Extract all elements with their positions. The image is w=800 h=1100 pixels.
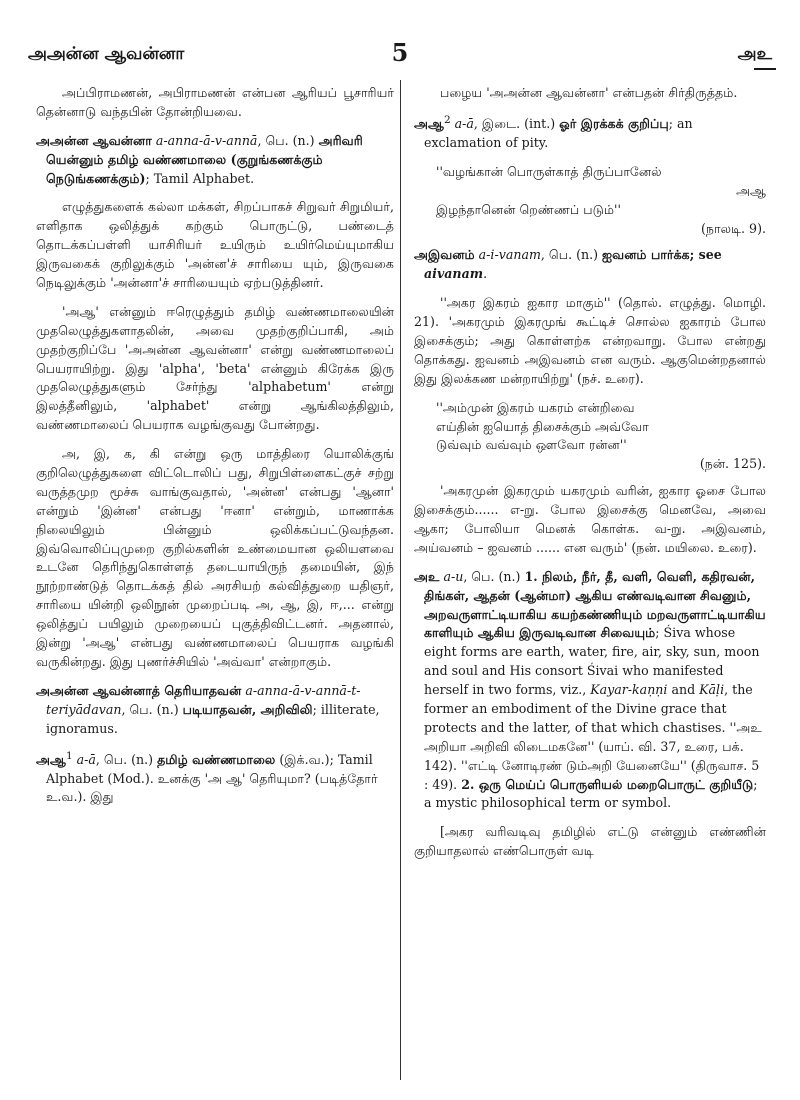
tamil-gloss: அரிவரி யென்னும் தமிழ் வண்ணமாலை (குறுங்கணக்கும் நெடுங்கணக்கும்) [46,132,363,186]
gloss-rest: (இக்.வ.); Tamil Alphabet (Mod.). உனக்கு 'அ ஆ' தெரியுமா? (படித்தோர் உ.வ.). இது [46,751,378,805]
transliteration: a-u [443,568,464,584]
running-head-left: அஅன்ன ஆவன்னா [28,44,185,64]
sense-2-tamil: 2. ஒரு மெய்ப் பொருளியல் மறைபொருட் குறியீடு [461,776,754,792]
verse-line: இழந்தானென் றெண்ணப் படும்'' [436,201,621,217]
page-header [28,36,772,70]
verse-line: டுவ்வும் வவ்வும் ஔவோ ரன்ன'' [436,437,627,453]
entry-a-u [414,568,766,814]
cross-reference-link[interactable]: aivanam [424,266,484,282]
part-of-speech: , பெ. (n.) [463,568,525,584]
tamil-gloss: ஐவனம் பார்க்க [602,247,690,263]
transliteration: a-anna-ā-v-annā-t-teriyādavan [46,682,361,717]
header-rule-mark [754,68,776,70]
part-of-speech: , பெ. (n.) [540,247,603,263]
english-gloss-continued: , the former an embodiment of the Divine grace that protects and the latter, of that which chastises. ''அஉ அறியா அறிவி லிடைமகனே'' (யாப். வி. 37, உரை, பக். 142). ''எட்டி னோடிரண் டும்அறி யேனையே'' (திருவாச. 5 : 49). [424,682,762,792]
see-label: ; see [689,247,722,263]
tamil-gloss: 1. நிலம், நீர், தீ, வளி, வெளி, கதிரவன், திங்கள், ஆதன் (ஆன்மா) ஆகிய எண்வடிவான சிவனும், அறவருளாட்டியாகிய கயற்கண்ணியும் மறவருளாட்டியாகிய காளியும் ஆகிய இருவடிவான சிவையும் [424,568,766,641]
part-of-speech: , இடை. (int.) [473,116,560,132]
transliteration: a-i-vanam [478,247,541,263]
entry-a-ivanam [414,246,766,284]
english-gloss: ; Tamil Alphabet. [145,170,255,186]
headword: அஉ [414,568,440,584]
continued-paragraph: பழைய 'அஅன்ன ஆவன்னா' என்பதன் சிர்திருத்தம். [440,85,738,100]
part-of-speech: , பெ. (n.) [257,132,319,148]
english-gloss: ; an exclamation of pity. [424,116,693,150]
column-divider [400,80,401,1080]
verse-line: ''அம்முன் இகரம் யகரம் என்றிவை [436,399,635,415]
verse-quote [436,163,766,239]
running-head-right: அஉ [737,44,772,64]
part-of-speech: , பெ. (n.) [121,701,183,717]
explanation-paragraph: அ, இ, க, கி என்று ஒரு மாத்திரை யொலிக்குங் குறிலெழுத்துகளை விட்டொலிப் பது, சிறுபிள்ளைகட்குச் சற்று வருத்தமுற மூச்சு வாங்குவதால், 'அன்ன' என்பது 'ஆனா' என்றும் 'இன்ன' என்பது 'ஈனா' என்றும், மாணாக்க நிலையிலும் பின்னும் ஒலிக்கப்பட்டுவந்தன. இவ்வொலிப்புமுறை குறில்களின் உண்மையான ஒலியளவை உடனே தெரிந்துகொள்ளத் தடையாயிருந் தமையின், இந் நூற்றாண்டுத் தொடக்கத் தில் அரசியற் கல்வித்துறை யதிஞர், சாரியை யின்றி ஒலிநூன் முறைப்படி அ, ஆ, இ, ஈ,... என்று ஒலித்துப் பயிலும் முறையைப் புகுத்திவிட்டனர். அதனால், இன்று 'அஆ' என்பது வண்ணமாலைப் பெயராக வழங்கி வருகின்றது. இது புணர்ச்சியில் 'அவ்வா' என்றாகும். [36,446,394,669]
verse-source: (நன். 125). [699,456,766,472]
homonym-number: 1 [65,749,73,762]
continued-paragraph: அப்பிராமணன், அபிராமணன் என்பன ஆரியப் பூசாரியர் தென்னாடு வந்தபின் தோன்றியவை. [36,85,394,119]
entry-a-anna-theriyathavan [36,682,394,739]
verse-line: ''வழங்கான் பொருள்காத் திருப்பானேல் [436,163,662,179]
tamil-gloss: தமிழ் வண்ணமாலை [157,751,276,767]
verse-source: (நாலடி. 9). [701,220,766,236]
headword: அஅன்ன ஆவன்னாத் தெரியாதவன் [36,682,242,698]
explanation-paragraph: 'அஆ' என்னும் ஈரெழுத்தும் தமிழ் வண்ணமாலையின் முதலெழுத்துகளாதலின், அவை முதற்குறிப்பாகி, அம் முதற்குறிப்பே 'அஅன்ன ஆவன்னா' என்று வண்ணமாலைப் பெயராயிற்று. இது 'alpha', 'beta' என்னும் கிரேக்க இரு முதலெழுத்துகளும் சேர்ந்து 'alphabetum' என்று இலத்தீனிலும், 'alphabet' என்று ஆங்கிலத்திலும், வண்ணமாலைப் பெயராக வழங்குவது போன்றது. [36,303,394,433]
transliteration: a-anna-ā-v-annā [155,132,258,148]
tamil-gloss: ஓர் இரக்கக் குறிப்பு [559,116,669,132]
headword: அஇவனம் [414,247,475,263]
headword: அஆ [36,751,66,767]
transliteration: a-ā [76,751,96,767]
part-of-speech: , பெ. (n.) [95,751,158,767]
tamil-gloss: படியாதவன், அறிவிலி [182,701,313,717]
transliteration: a-ā [454,116,474,132]
conjunction: and [667,682,700,698]
entry-a-aa-2 [414,113,766,153]
right-column [414,84,766,871]
verse-line: எய்தின் ஐயொத் திசைக்கும் அவ்வோ [436,418,649,434]
left-column [36,84,394,817]
homonym-number: 2 [443,113,451,126]
explanation-paragraph: எழுத்துகளைக் கல்லா மக்கள், சிறப்பாகச் சிறுவர் சிறுமியர், எளிதாக ஒலித்துக் கற்கும் பொருட்டு, பண்டைத் தொடக்கப்பள்ளி யாசிரியர் உயிரும் உயிர்மெய்யுமாகிய இருவகைக் குறிலுக்கும் 'அன்ன'ச் சாரியை யும், இருவகை நெடிலுக்கும் 'அன்னா'ச் சாரியையும் ஏற்படுத்தினர். [36,199,394,291]
explanation-paragraph: 'அகரமுன் இகரமும் யகரமும் வரின், ஐகார ஓசை போல இசைக்கும்...... எ-று. போல இசைக்கு மெனவே, அவை ஆகா; போலியா மெனக் கொள்க. வ-று. அஇவனம், அய்வனம் – ஐவனம் ...... என வரும்' (நன். மயிலை. உரை). [414,483,766,555]
explanation-paragraph: ''அகர இகரம் ஐகார மாகும்'' (தொல். எழுத்து. மொழி. 21). 'அகரமும் இகரமுங் கூட்டிச் சொல்ல ஐகாரம் போல இசைக்கும்; அது கொள்ளற்க என்றவாறு. போல என்றது தொக்கது. ஐவனம் அஇவனம் என வரும். ஆகுமென்றதனால் இது இலக்கண மன்றாயிற்று' (நச். உரை). [414,295,766,386]
page-number: 5 [391,38,409,67]
english-gloss: ; illiterate, ignoramus. [46,701,380,736]
see-end: . [483,266,488,282]
bracket-note: [அகர வரிவடிவு தமிழில் எட்டு என்னும் எண்ணின் குறியாதலால் எண்பொருள் வடி [414,824,766,859]
entry-a-anna-aavanna [36,132,394,189]
english-gloss: ; Śiva whose eight forms are earth, water, fire, air, sky, sun, moon and soul and His consort Śivai who manifested herself in two forms, viz., [424,625,760,698]
headword: அஆ [414,116,444,132]
verse-quote [436,399,766,475]
headword: அஅன்ன ஆவன்னா [36,132,152,148]
name-kayarkanni: Kayar-kaṇṇi [590,682,668,698]
name-kali: Kāḷi [699,682,725,698]
verse-line: அஆ [736,182,766,198]
sense-2-english: ; a mystic philosophical term or symbol. [424,776,758,811]
entry-a-aa-1 [36,749,394,808]
